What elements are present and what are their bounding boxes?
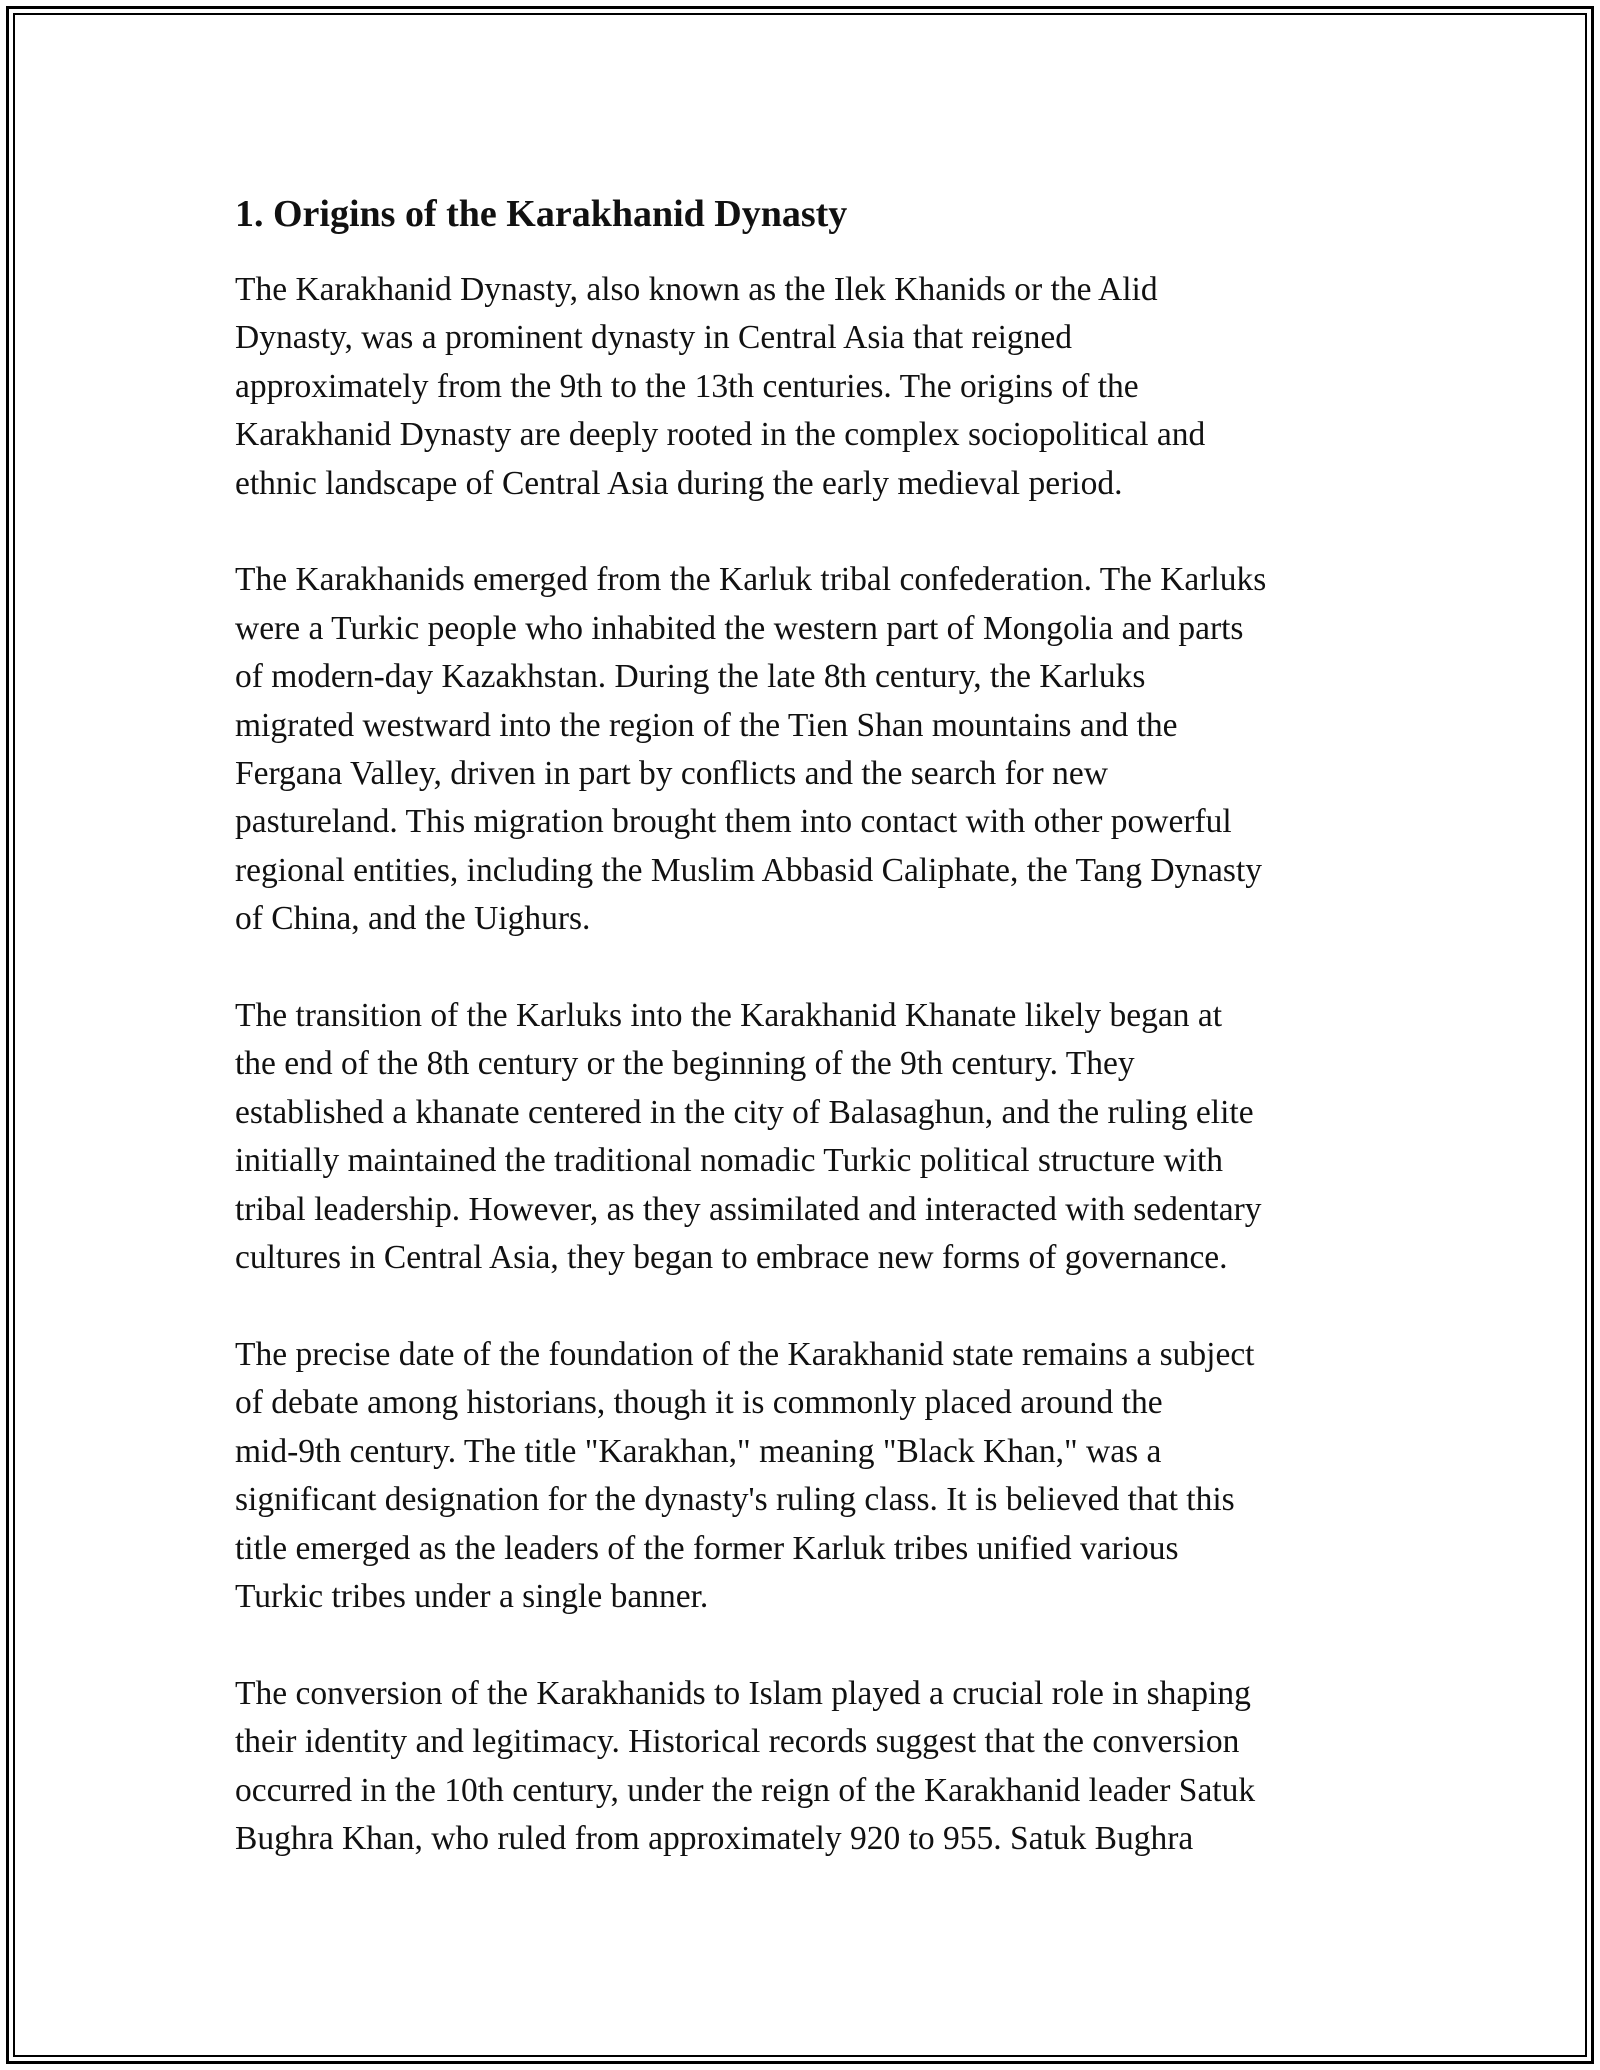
paragraph-3: The transition of the Karluks into the Karakhanid Khanate likely began at the end of the 8th century or the beginning of the 9th century. They established a khanate centered in the city of Balasaghun, and the ruling elite initially maintained the traditional nomadic Turkic political structure with tribal leadership. However, as they assimilated and interacted with sedentary cultures in Central Asia, they began to embrace new forms of governance.	[235, 997, 1262, 1277]
paragraph-2: The Karakhanids emerged from the Karluk tribal confederation. The Karluks were a Turkic people who inhabited the western part of Mongolia and parts of modern-day Kazakhstan. During the late 8th century, the Karluks migrated westward into the region of the Tien Shan mountains and the Fergana Valley, driven in part by conflicts and the search for new pastureland. This migration brought them into contact with other powerful regional entities, including the Muslim Abbasid Caliphate, the Tang Dynasty of China, and the Uighurs.	[235, 561, 1267, 938]
paragraph-5: The conversion of the Karakhanids to Islam played a crucial role in shaping their identity and legitimacy. Historical records suggest that the conversion occurred in the 10th century, under the reign of the Karakhanid leader Satuk Bughra Khan, who ruled from approximately 920 to 955. Satuk Bughra	[235, 1674, 1256, 1857]
paragraph-4: The precise date of the foundation of the Karakhanid state remains a subject of debate among historians, though it is commonly placed around the mid-9th century. The title "Karakhan," meaning "Black Khan," was a significant designation for the dynasty's ruling class. It is believed that this title emerged as the leaders of the former Karluk tribes unified various Turkic tribes under a single banner.	[235, 1335, 1255, 1615]
section-heading: 1. Origins of the Karakhanid Dynasty	[235, 193, 848, 235]
paragraph-1: The Karakhanid Dynasty, also known as the Ilek Khanids or the Alid Dynasty, was a prominent dynasty in Central Asia that reigned approximately from the 9th to the 13th centuries. The origins of the Karakhanid Dynasty are deeply rooted in the complex sociopolitical and ethnic landscape of Central Asia during the early medieval period.	[235, 271, 1206, 502]
document-body	[235, 188, 1385, 1912]
